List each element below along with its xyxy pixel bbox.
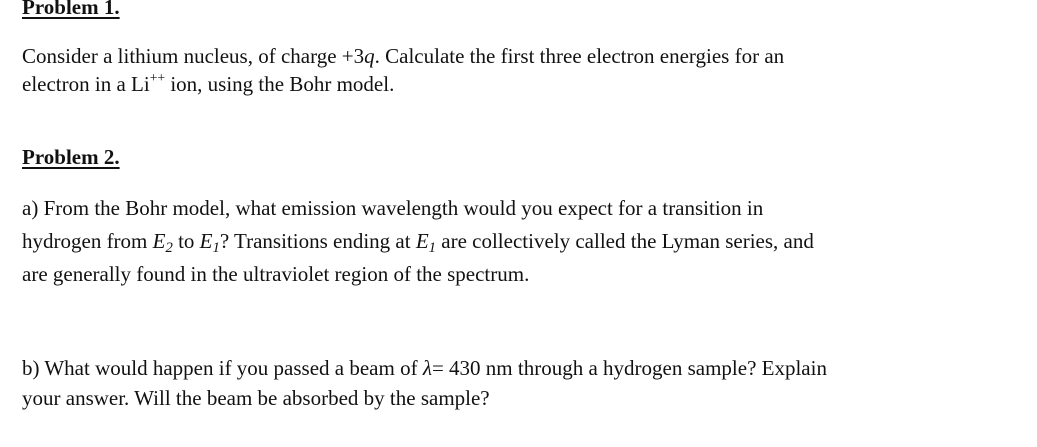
problem-2b-line-1: b) What would happen if you passed a beam of λ= 430 nm through a hydrogen sample? Explain xyxy=(22,356,827,380)
problem-1-text xyxy=(22,42,784,98)
problem-2-heading: Problem 2. xyxy=(22,145,120,169)
problem-2a-line-2: hydrogen from $E_2$ to $E_1$? Transitions ending at $E_1$ are collectively called the Lyman series, and xyxy=(22,229,814,256)
problem-1-line-1: Consider a lithium nucleus, of charge +3q. Calculate the first three electron energies for an xyxy=(22,44,785,68)
problem-1-line-2: electron in a Li++ ion, using the Bohr model. xyxy=(22,70,395,96)
problem-2a-line-1: a) From the Bohr model, what emission wavelength would you expect for a transition in xyxy=(22,196,764,220)
problem-2a-line-3: are generally found in the ultraviolet region of the spectrum. xyxy=(22,262,530,286)
problem-2a-text xyxy=(22,192,814,291)
problem-2b-text xyxy=(22,353,827,413)
problem-2b-line-2: your answer. Will the beam be absorbed by the sample? xyxy=(22,386,490,410)
problem-1-heading: Problem 1. xyxy=(22,0,120,19)
